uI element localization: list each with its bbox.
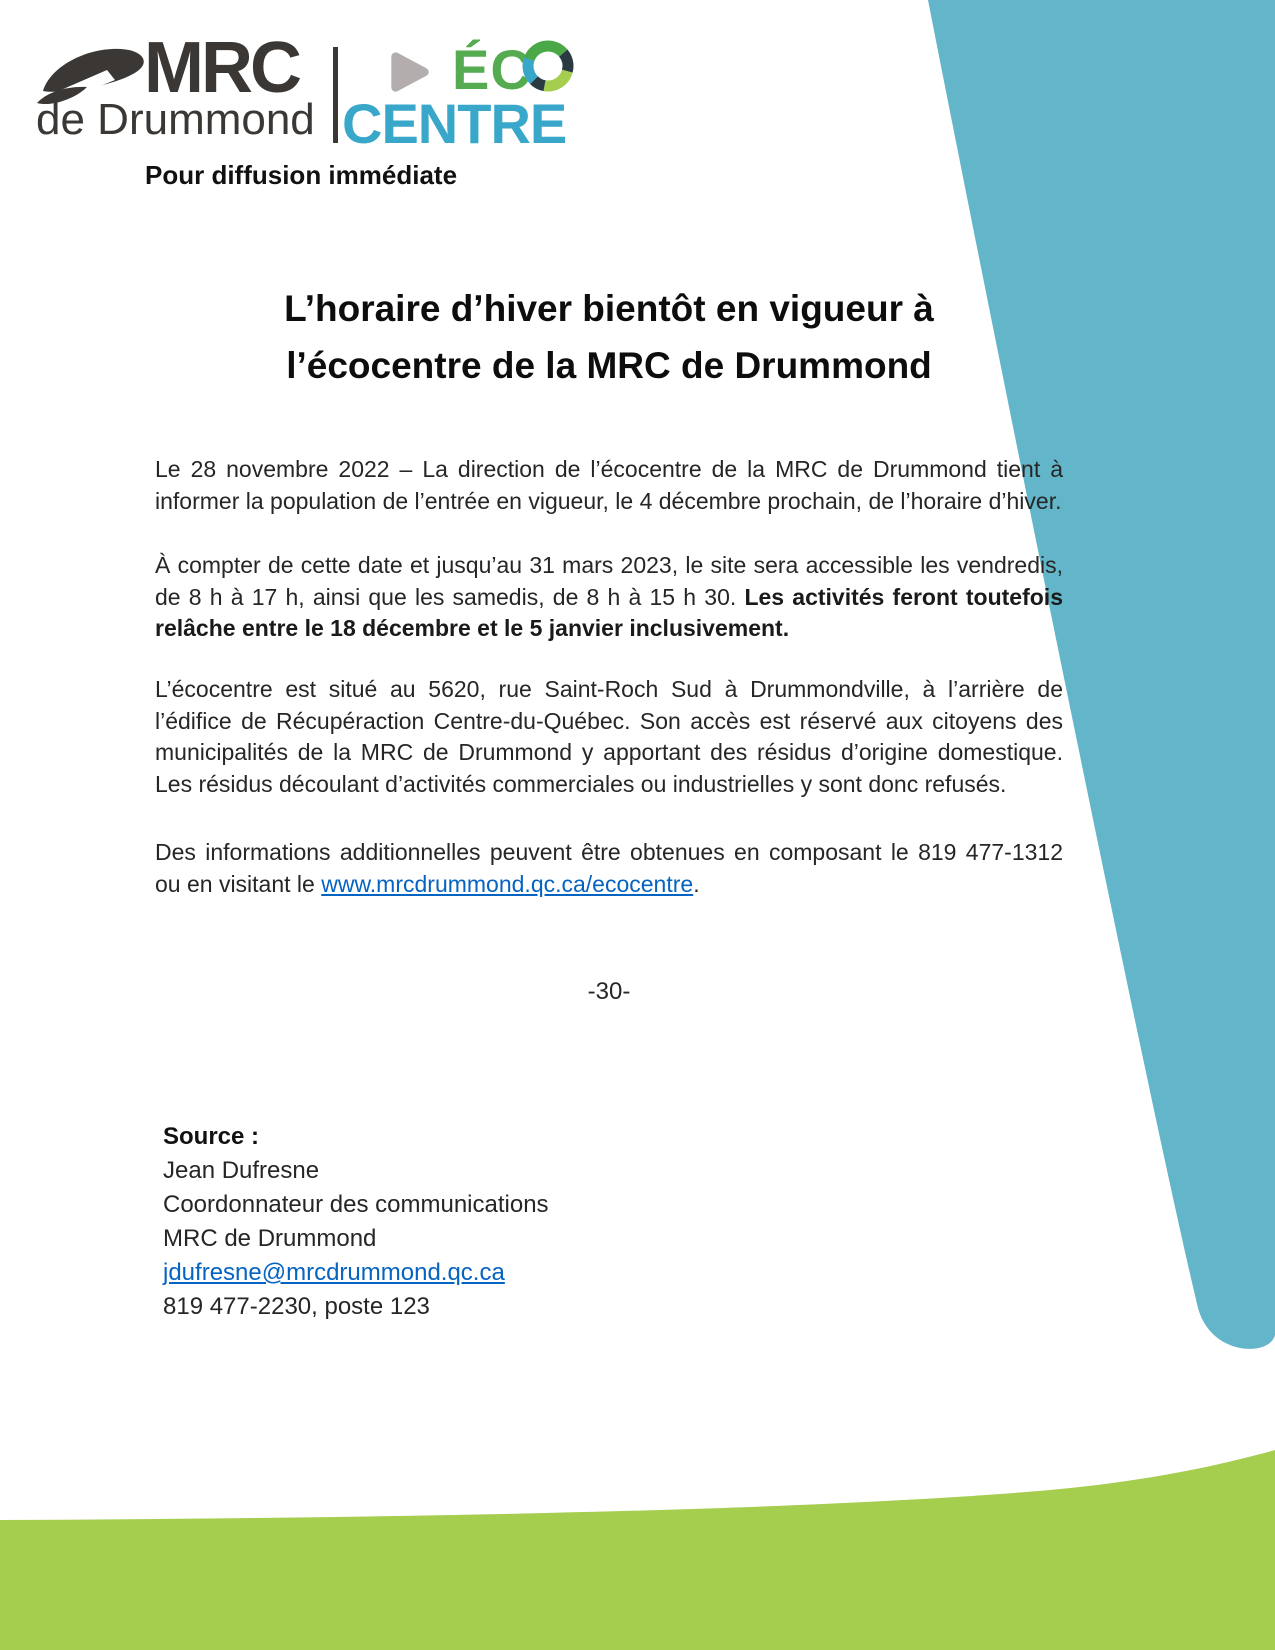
source-role: Coordonnateur des communications (163, 1191, 549, 1218)
paragraph-schedule (155, 550, 1063, 645)
paragraph-info (155, 837, 1063, 900)
logo-divider (333, 47, 338, 143)
source-org: MRC de Drummond (163, 1225, 377, 1252)
source-label: Source : (163, 1123, 260, 1150)
paragraph-info-prefix: Des informations additionnelles peuvent être obtenues en composant le 819 477-1312 ou en visitant le (155, 839, 1063, 897)
logo (30, 28, 620, 165)
page-title-line2: l’écocentre de la MRC de Drummond (286, 345, 932, 386)
recycling-arrows-icon (519, 33, 577, 99)
eco-wordmark: ÉC (452, 38, 532, 101)
centre-wordmark: CENTRE (342, 92, 567, 155)
paragraph-location: L’écocentre est situé au 5620, rue Saint-Roch Sud à Drummondville, à l’arrière de l’édifice de Récupéraction Centre-du-Québec. Son accès est réservé aux citoyens des municipalités de la MRC de Drummond y apportant des résidus d’origine domestique. Les résidus découlant d’activités commerciales ou industrielles y sont donc refusés. (155, 676, 1063, 797)
source-email-link[interactable]: jdufresne@mrcdrummond.qc.ca (163, 1259, 505, 1286)
page-title (155, 280, 1063, 394)
paragraph-schedule-bold: Les activités feront toutefois relâche entre le 18 décembre et le 5 janvier inclusivement. (155, 583, 1063, 641)
paragraph-info-suffix: . (693, 870, 700, 897)
source-block (163, 1120, 549, 1324)
ecocentre-website-link[interactable]: www.mrcdrummond.qc.ca/ecocentre (321, 870, 694, 897)
source-name: Jean Dufresne (163, 1157, 320, 1184)
source-phone: 819 477-2230, poste 123 (163, 1293, 430, 1320)
release-label: Pour diffusion immédiate (145, 160, 458, 190)
end-mark: -30- (587, 978, 631, 1005)
paragraph-schedule-normal: À compter de cette date et jusqu’au 31 mars 2023, le site sera accessible les vendredis, de 8 h à 17 h, ainsi que les samedis, de 8 h à 15 h 30. (155, 552, 1063, 610)
play-triangle-icon (386, 49, 434, 95)
mrc-wordmark: MRC (144, 28, 299, 108)
paragraph-intro: Le 28 novembre 2022 – La direction de l’écocentre de la MRC de Drummond tient à informer la population de l’entrée en vigueur, le 4 décembre prochain, de l’horaire d’hiver. (155, 456, 1063, 514)
mrc-subtext: de Drummond (36, 95, 315, 144)
page-title-line1: L’horaire d’hiver bientôt en vigueur à (284, 288, 934, 329)
